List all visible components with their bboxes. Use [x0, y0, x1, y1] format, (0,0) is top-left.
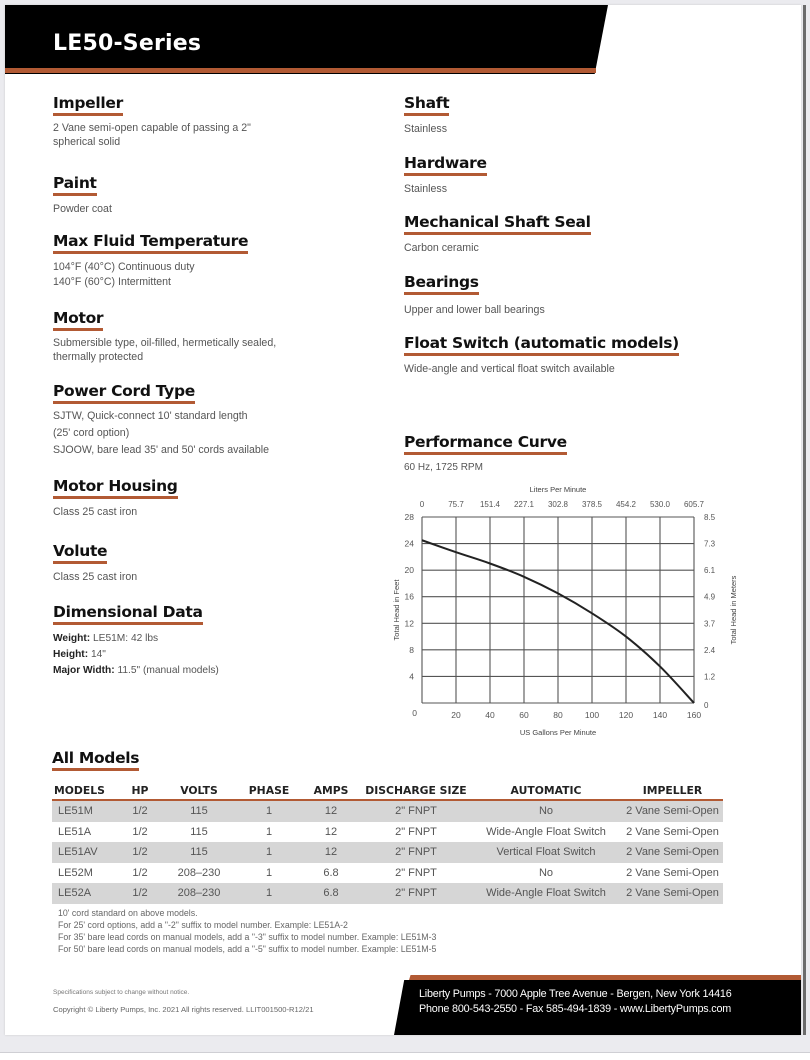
- section-shaft: [404, 93, 449, 137]
- y2-tick-label: 8.5: [704, 513, 716, 522]
- spec-sheet-page: [5, 5, 801, 1035]
- x-tick-label: 0: [412, 708, 417, 718]
- section-title: Max Fluid Temperature: [53, 232, 248, 254]
- section-power-cord-type: [53, 381, 269, 459]
- table-cell: 115: [160, 800, 238, 822]
- note-line: For 50' bare lead cords on manual models, add a "-5" suffix to model number. Example: LE51M-5: [58, 944, 437, 954]
- section-title: Dimensional Data: [53, 603, 203, 625]
- disclaimer-text: Specifications subject to change without notice.: [53, 989, 190, 996]
- column-header: MODELS: [52, 781, 120, 800]
- x2-tick-label: 454.2: [615, 500, 637, 509]
- x2-tick-label: 302.8: [547, 500, 569, 509]
- table-cell: 1: [238, 800, 300, 822]
- section-title: Performance Curve: [404, 433, 567, 455]
- x-tick-label: 100: [584, 710, 600, 720]
- column-header: AUTOMATIC: [470, 781, 622, 800]
- section-mechanical-shaft-seal: [404, 212, 591, 256]
- table-cell: 12: [300, 842, 362, 863]
- section-text: Class 25 cast iron: [53, 506, 138, 518]
- section-text: Powder coat: [53, 203, 112, 215]
- section-performance-curve: [404, 432, 567, 475]
- y-tick-label: 4: [409, 671, 414, 682]
- table-cell: 2 Vane Semi-Open: [622, 800, 723, 822]
- model-notes: [58, 907, 436, 955]
- x-tick-label: 160: [686, 710, 702, 720]
- note-line: 10' cord standard on above models.: [58, 908, 198, 918]
- x2-axis-label: Liters Per Minute: [529, 485, 587, 494]
- table-cell: 1/2: [132, 866, 148, 879]
- section-title: Volute: [53, 542, 107, 564]
- column-header: IMPELLER: [622, 781, 723, 800]
- table-row: [52, 863, 723, 884]
- table-cell: 2 Vane Semi-Open: [626, 866, 719, 879]
- footer-contact: [419, 987, 732, 1017]
- models-table: [52, 781, 723, 904]
- table-cell: 1: [265, 866, 273, 879]
- y2-tick-label: 0: [704, 701, 709, 710]
- section-hardware: [404, 153, 487, 197]
- y2-tick-label: 2.4: [704, 645, 716, 655]
- y-tick-label: 24: [404, 538, 414, 549]
- x-tick-label: 80: [553, 710, 563, 720]
- section-motor: [53, 308, 276, 364]
- table-cell: 12: [324, 825, 338, 838]
- table-cell: 2" FNPT: [362, 883, 470, 904]
- section-title: Motor Housing: [53, 477, 178, 499]
- section-text: Wide-angle and vertical float switch available: [404, 363, 615, 375]
- table-cell: LE51A: [58, 825, 92, 838]
- section-text: Carbon ceramic: [404, 242, 479, 254]
- section-title: Impeller: [53, 94, 123, 116]
- x2-tick-label: 378.5: [581, 500, 603, 509]
- performance-chart: [385, 480, 765, 740]
- footer-accent-stripe: [409, 975, 801, 980]
- x2-tick-label: 151.4: [479, 500, 501, 509]
- column-header: VOLTS: [160, 781, 238, 800]
- table-cell: Wide-Angle Float Switch: [470, 883, 622, 904]
- y2-tick-label: 4.9: [704, 592, 716, 602]
- table-cell: 1: [238, 883, 300, 904]
- table-cell: 1/2: [120, 883, 160, 904]
- x2-tick-label: 605.7: [683, 500, 705, 509]
- dimension-height: Height: 14": [53, 649, 106, 660]
- section-title: Shaft: [404, 94, 449, 116]
- section-title: Float Switch (automatic models): [404, 334, 679, 356]
- y2-axis-label: Total Head in Meters: [729, 575, 738, 645]
- table-cell: 115: [190, 825, 208, 838]
- section-title: Bearings: [404, 273, 479, 295]
- column-header: HP: [120, 781, 160, 800]
- table-cell: 2 Vane Semi-Open: [622, 883, 723, 904]
- table-cell: 208–230: [160, 883, 238, 904]
- section-motor-housing: [53, 476, 178, 520]
- column-header: AMPS: [300, 781, 362, 800]
- page-title: LE50-Series: [53, 31, 202, 56]
- note-line: For 25' cord options, add a "-2" suffix to model number. Example: LE51A-2: [58, 920, 348, 930]
- table-cell: No: [470, 800, 622, 822]
- column-header: DISCHARGE SIZE: [362, 781, 470, 800]
- table-row: [52, 822, 723, 843]
- table-row: [52, 842, 723, 863]
- table-cell: LE51M: [52, 800, 120, 822]
- section-all-models: [52, 748, 139, 771]
- section-text: 104°F (40°C) Continuous duty 140°F (60°C) Intermittent: [53, 261, 195, 288]
- section-title: Motor: [53, 309, 103, 331]
- footer-address: Liberty Pumps - 7000 Apple Tree Avenue - Bergen, New York 14416: [419, 988, 732, 1000]
- table-cell: 1/2: [120, 800, 160, 822]
- table-cell: 6.8: [300, 883, 362, 904]
- table-cell: LE52M: [58, 866, 93, 879]
- y2-tick-label: 1.2: [704, 672, 716, 682]
- table-cell: 2 Vane Semi-Open: [626, 825, 719, 838]
- table-cell: LE51AV: [52, 842, 120, 863]
- table-cell: No: [538, 866, 554, 879]
- table-header-row: [52, 781, 723, 800]
- table-cell: 115: [160, 842, 238, 863]
- x-tick-label: 120: [618, 710, 634, 720]
- x2-tick-label: 530.0: [649, 500, 671, 509]
- section-text: Stainless: [404, 183, 447, 195]
- performance-chart-svg: [385, 480, 765, 740]
- section-text: 2 Vane semi-open capable of passing a 2" spherical solid: [53, 122, 251, 148]
- section-text: Upper and lower ball bearings: [404, 304, 545, 316]
- x2-tick-label: 0: [419, 500, 425, 509]
- section-text: Submersible type, oil-filled, hermetically sealed, thermally protected: [53, 337, 277, 363]
- y-tick-label: 16: [404, 591, 414, 602]
- section-volute: [53, 541, 137, 585]
- table-cell: 2" FNPT: [395, 825, 437, 838]
- section-max-fluid-temperature: [53, 231, 248, 290]
- footer-phone-web: Phone 800-543-2550 - Fax 585-494-1839 - www.LibertyPumps.com: [419, 1003, 732, 1015]
- section-title: Mechanical Shaft Seal: [404, 213, 591, 235]
- x2-tick-label: 227.1: [513, 500, 535, 509]
- header-accent-stripe: [5, 68, 596, 73]
- copyright-text: Copyright © Liberty Pumps, Inc. 2021 All rights reserved. LLIT001500-R12/21: [53, 1005, 314, 1014]
- y2-tick-label: 7.3: [704, 539, 716, 549]
- table-cell: 208–230: [177, 866, 221, 879]
- section-float-switch: [404, 333, 679, 377]
- table-cell: 1: [238, 842, 300, 863]
- section-title: Paint: [53, 174, 97, 196]
- table-cell: Vertical Float Switch: [470, 842, 622, 863]
- table-cell: 2" FNPT: [395, 866, 437, 879]
- y-tick-label: 12: [404, 618, 414, 629]
- section-text: Stainless: [404, 123, 447, 135]
- x-tick-label: 40: [485, 710, 495, 720]
- y-tick-label: 20: [404, 565, 414, 576]
- section-impeller: [53, 93, 251, 149]
- table-cell: Wide-Angle Float Switch: [486, 825, 606, 838]
- table-cell: 1/2: [132, 825, 148, 838]
- column-header: PHASE: [238, 781, 300, 800]
- section-paint: [53, 173, 112, 217]
- x-tick-label: 60: [519, 710, 529, 720]
- dimension-major-width: Major Width: 11.5" (manual models): [53, 665, 219, 676]
- y2-tick-label: 6.1: [704, 566, 716, 576]
- table-row: [52, 883, 723, 904]
- x-tick-label: 20: [451, 710, 461, 720]
- x2-tick-label: 75.7: [448, 500, 464, 509]
- section-text: SJTW, Quick-connect 10' standard length (25' cord option) SJOOW, bare lead 35' and 50' cords available: [53, 410, 270, 456]
- section-title: Hardware: [404, 154, 487, 176]
- y-tick-label: 28: [404, 512, 414, 522]
- x-axis-label: US Gallons Per Minute: [519, 728, 597, 737]
- dimension-weight: Weight: LE51M: 42 lbs: [53, 633, 159, 644]
- table-cell: LE52A: [52, 883, 120, 904]
- section-text: Class 25 cast iron: [53, 571, 138, 583]
- y2-tick-label: 3.7: [704, 619, 716, 629]
- y-axis-label: Total Head in Feet: [392, 579, 401, 641]
- section-bearings: [404, 272, 545, 318]
- table-cell: 1: [265, 825, 273, 838]
- section-title: All Models: [52, 749, 139, 771]
- table-cell: 2" FNPT: [362, 800, 470, 822]
- x-tick-label: 140: [652, 710, 668, 720]
- y-tick-label: 8: [409, 644, 414, 655]
- table-cell: 12: [300, 800, 362, 822]
- section-title: Power Cord Type: [53, 382, 195, 404]
- table-cell: 6.8: [323, 866, 339, 879]
- table-cell: 2 Vane Semi-Open: [622, 842, 723, 863]
- table-row: [52, 800, 723, 822]
- table-cell: 2" FNPT: [362, 842, 470, 863]
- section-subtitle: 60 Hz, 1725 RPM: [404, 462, 483, 473]
- scrollbar[interactable]: [803, 5, 806, 1035]
- section-dimensional-data: [53, 602, 219, 679]
- note-line: For 35' bare lead cords on manual models, add a "-3" suffix to model number. Example: LE51M-3: [58, 932, 437, 942]
- table-cell: 1/2: [120, 842, 160, 863]
